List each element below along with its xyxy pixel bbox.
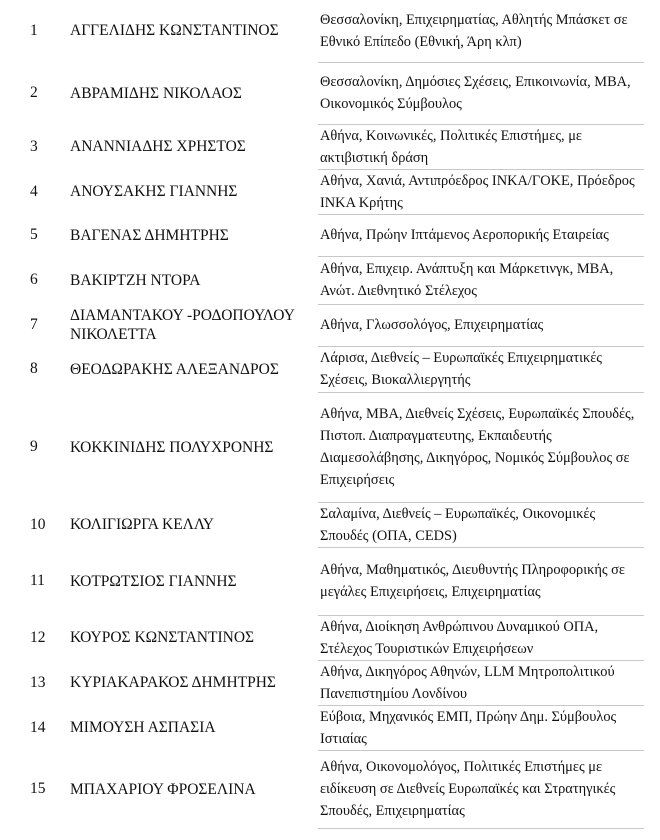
candidate-name: ΚΟΥΡΟΣ ΚΩΝΣΤΑΝΤΙΝΟΣ	[70, 629, 255, 646]
row-number: 10	[30, 515, 46, 533]
table-row	[16, 62, 644, 124]
candidate-description: Αθήνα, Μαθηματικός, Διευθυντής Πληροφορικής σε μεγάλες Επιχειρήσεις, Επιχειρηματίας	[318, 547, 644, 615]
row-number: 7	[30, 316, 38, 333]
row-number: 8	[30, 360, 38, 377]
candidate-name: ΜΙΜΟΥΣΗ ΑΣΠΑΣΙΑ	[70, 719, 216, 736]
candidate-description: Θεσσαλονίκη, Δημόσιες Σχέσεις, Επικοινωνία, ΜΒΑ, Οικονομικός Σύμβουλος	[318, 62, 644, 124]
candidate-name: ΑΒΡΑΜΙΔΗΣ ΝΙΚΟΛΑΟΣ	[70, 84, 242, 102]
candidate-name: ΒΑΚΙΡΤΖΗ ΝΤΟΡΑ	[70, 271, 201, 289]
row-number: 2	[30, 84, 38, 101]
candidate-description: Αθήνα, Πρώην Ιπτάμενος Αεροπορικής Εταιρείας	[318, 214, 644, 256]
candidate-name: ΒΑΓΕΝΑΣ ΔΗΜΗΤΡΗΣ	[70, 226, 229, 244]
candidate-name: ΚΟΚΚΙΝΙΔΗΣ ΠΟΛΥΧΡΟΝΗΣ	[70, 438, 274, 456]
table-row	[16, 547, 644, 615]
table-row	[16, 214, 644, 256]
candidate-description: Αθήνα, Δικηγόρος Αθηνών, LLM Μητροπολιτικού Πανεπιστημίου Λονδίνου	[318, 660, 644, 705]
candidate-table	[16, 0, 644, 829]
table-row	[16, 304, 644, 346]
candidate-description: Αθήνα, Χανιά, Αντιπρόεδρος ΙΝΚΑ/ΓΟΚΕ, Πρόεδρος ΙΝΚΑ Κρήτης	[318, 169, 644, 214]
candidate-rows	[16, 0, 644, 828]
candidate-description: Σαλαμίνα, Διεθνείς – Ευρωπαϊκές, Οικονομικές Σπουδές (ΟΠΑ, CEDS)	[318, 502, 644, 547]
candidate-description: Αθήνα, Οικονομολόγος, Πολιτικές Επιστήμες με ειδίκευση σε Διεθνείς Ευρωπαϊκές και Στρατηγικές Σπουδές, Επιχειρηματίας	[318, 750, 644, 828]
table-row	[16, 346, 644, 392]
candidate-name: ΜΠΑΧΑΡΙΟΥ ΦΡΟΣΕΛΙΝΑ	[70, 780, 256, 798]
row-number: 6	[30, 271, 38, 288]
candidate-name: ΔΙΑΜΑΝΤΑΚΟΥ -ΡΟΔΟΠΟΥΛΟΥ ΝΙΚΟΛΕΤΤΑ	[70, 307, 295, 343]
candidate-description: Αθήνα, Γλωσσολόγος, Επιχειρηματίας	[318, 304, 644, 346]
table-row	[16, 502, 644, 547]
candidate-name: ΚΥΡΙΑΚΑΡΑΚΟΣ ΔΗΜΗΤΡΗΣ	[70, 674, 276, 691]
row-number: 13	[30, 673, 46, 691]
candidate-name: ΑΝΑΝΝΙΑΔΗΣ ΧΡΗΣΤΟΣ	[70, 138, 246, 155]
candidate-name: ΚΟΛΙΓΙΩΡΓΑ ΚΕΛΛΥ	[70, 516, 214, 533]
candidate-name: ΑΝΟΥΣΑΚΗΣ ΓΙΑΝΝΗΣ	[70, 183, 238, 200]
row-number: 1	[30, 21, 38, 39]
candidate-description: Αθήνα, Διοίκηση Ανθρώπινου Δυναμικού ΟΠΑ, Στέλεχος Τουριστικών Επιχειρήσεων	[318, 615, 644, 660]
candidate-name: ΑΓΓΕΛΙΔΗΣ ΚΩΝΣΤΑΝΤΙΝΟΣ	[70, 22, 279, 40]
row-number: 12	[30, 628, 46, 646]
table-row	[16, 169, 644, 214]
table-row	[16, 124, 644, 169]
row-number: 5	[30, 226, 38, 243]
row-number: 11	[30, 572, 45, 589]
candidate-description: Αθήνα, Επιχειρ. Ανάπτυξη και Μάρκετινγκ, ΜΒΑ, Ανώτ. Διεθνητικό Στέλεχος	[318, 256, 644, 304]
table-row	[16, 615, 644, 660]
row-number: 15	[30, 780, 46, 797]
candidate-name: ΘΕΟΔΩΡΑΚΗΣ ΑΛΕΞΑΝΔΡΟΣ	[70, 360, 279, 378]
candidate-name: ΚΟΤΡΩΤΣΙΟΣ ΓΙΑΝΝΗΣ	[70, 572, 237, 590]
table-row	[16, 0, 644, 62]
table-row	[16, 705, 644, 750]
table-row	[16, 660, 644, 705]
candidate-description: Λάρισα, Διεθνείς – Ευρωπαϊκές Επιχειρηματικές Σχέσεις, Βιοκαλλιεργητής	[318, 346, 644, 392]
row-number: 14	[30, 718, 46, 736]
row-number: 9	[30, 438, 38, 455]
row-number: 3	[30, 137, 38, 155]
candidate-description: Θεσσαλονίκη, Επιχειρηματίας, Αθλητής Μπάσκετ σε Εθνικό Επίπεδο (Εθνική, Άρη κλπ)	[318, 0, 644, 62]
candidate-description: Αθήνα, Κοινωνικές, Πολιτικές Επιστήμες, με ακτιβιστική δράση	[318, 124, 644, 169]
table-row	[16, 750, 644, 828]
candidate-description: Εύβοια, Μηχανικός ΕΜΠ, Πρώην Δημ. Σύμβουλος Ιστιαίας	[318, 705, 644, 750]
table-row	[16, 256, 644, 304]
table-row	[16, 392, 644, 502]
row-number: 4	[30, 182, 38, 200]
candidate-description: Αθήνα, ΜΒΑ, Διεθνείς Σχέσεις, Ευρωπαϊκές Σπουδές, Πιστοπ. Διαπραγματευτης, Εκπαιδευτής Διαμεσολάβησης, Δικηγόρος, Νομικός Σύμβουλος σε Επιχειρήσεις	[318, 392, 644, 502]
